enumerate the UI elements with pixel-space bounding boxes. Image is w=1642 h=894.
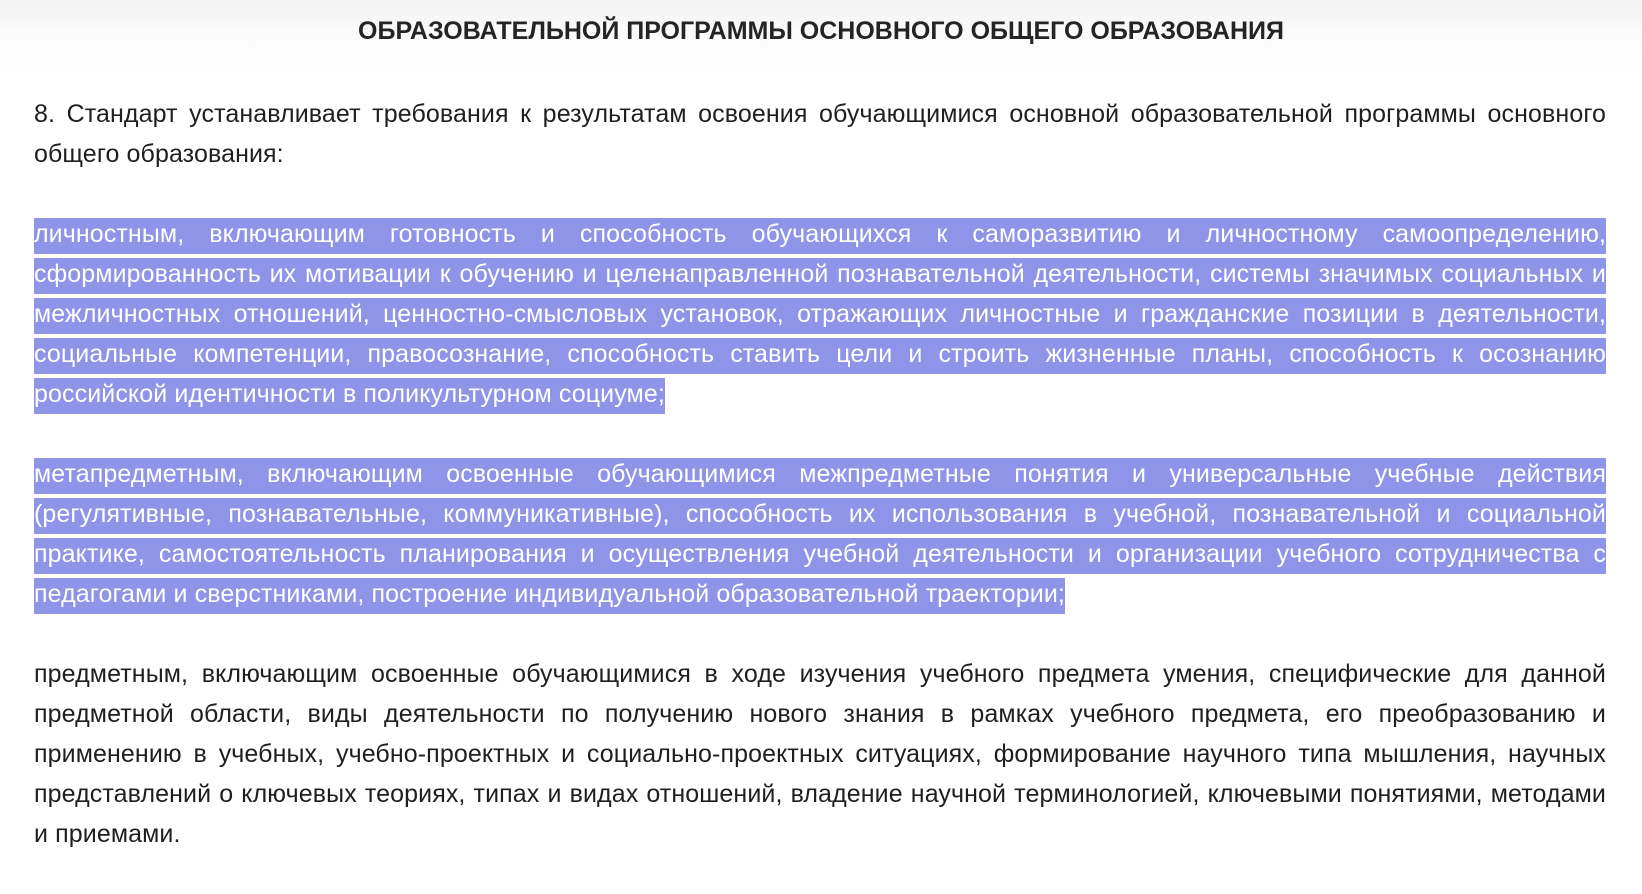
document-heading: ОБРАЗОВАТЕЛЬНОЙ ПРОГРАММЫ ОСНОВНОГО ОБЩЕГО ОБРАЗОВАНИЯ — [358, 17, 1284, 45]
document-body — [34, 94, 1606, 894]
paragraph-metasubject-results[interactable] — [34, 454, 1606, 614]
paragraph-personal-results[interactable] — [34, 214, 1606, 414]
paragraph-intro[interactable] — [34, 94, 1606, 174]
paragraph-intro-text[interactable]: 8. Стандарт устанавливает требования к результатам освоения обучающимися основной образовательной программы основного общего образования: — [34, 100, 1606, 168]
paragraph-subject-text[interactable]: предметным, включающим освоенные обучающимися в ходе изучения учебного предмета умения, специфические для данной предметной области, виды деятельности по получению нового знания в рамках учебного предмета, его преобразованию и применению в учебных, учебно-проектных и социально-проектных ситуациях, формирование научного типа мышления, научных представлений о ключевых теориях, типах и видах отношений, владение научной терминологией, ключевыми понятиями, методами и приемами. — [34, 660, 1606, 848]
selected-text-metasubject[interactable]: метапредметным, включающим освоенные обучающимися межпредметные понятия и универсальные учебные действия (регулятивные, познавательные, коммуникативные), способность их использования в учебной, познавательной и социальной практике, самостоятельность планирования и осуществления учебной деятельности и организации учебного сотрудничества с педагогами и сверстниками, построение индивидуальной образовательной траектории; — [34, 458, 1606, 614]
paragraph-subject-results[interactable] — [34, 654, 1606, 854]
selected-text-personal[interactable]: личностным, включающим готовность и способность обучающихся к саморазвитию и личностному самоопределению, сформированность их мотивации к обучению и целенаправленной познавательной деятельности, системы значимых социальных и межличностных отношений, ценностно-смысловых установок, отражающих личностные и гражданские позиции в деятельности, социальные компетенции, правосознание, способность ставить цели и строить жизненные планы, способность к осознанию российской идентичности в поликультурном социуме; — [34, 218, 1606, 414]
